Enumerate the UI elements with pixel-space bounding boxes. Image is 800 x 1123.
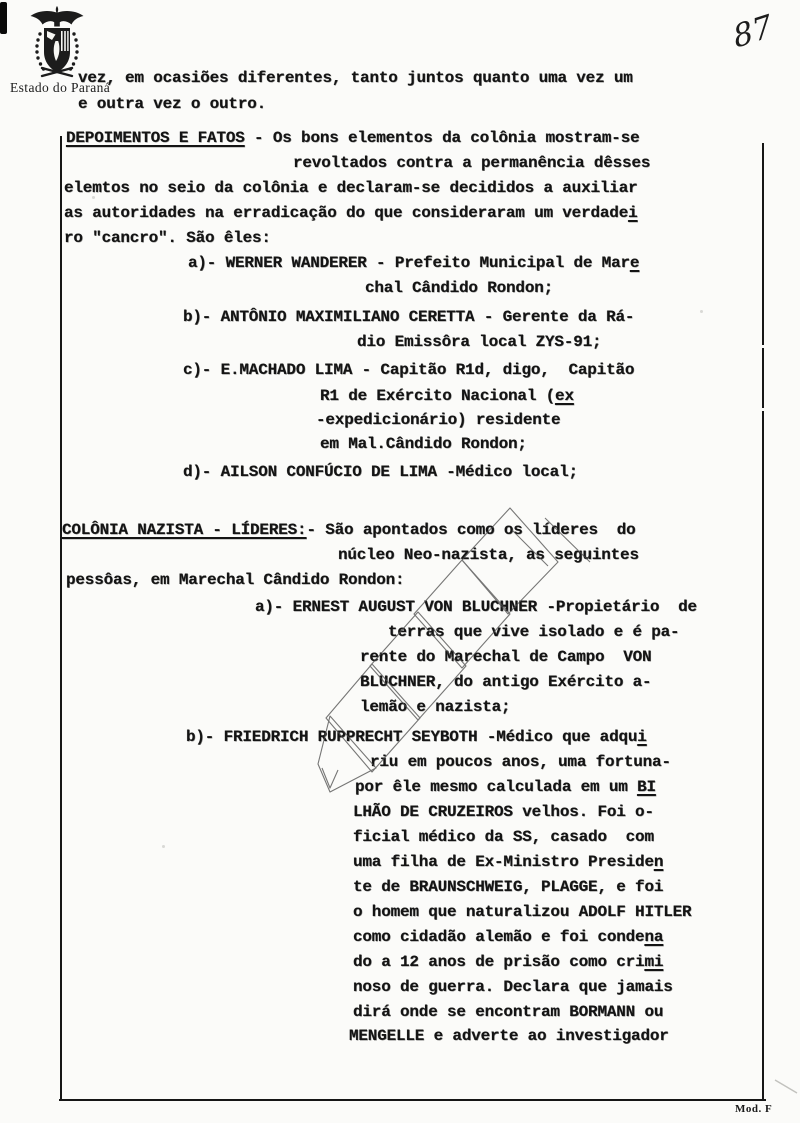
typed-line: vez, em ocasiões diferentes, tanto juntos quanto uma vez um	[78, 69, 633, 87]
typed-line: noso de guerra. Declara que jamais	[353, 978, 673, 996]
page-border-right	[762, 143, 764, 1101]
typed-line: riu em poucos anos, uma fortuna-	[370, 753, 671, 771]
page-border-bottom	[59, 1099, 766, 1101]
typed-line: núcleo Neo-nazista, as seguintes	[338, 546, 639, 564]
typed-line: dirá onde se encontram BORMANN ou	[353, 1003, 664, 1021]
typed-line: e outra vez o outro.	[78, 95, 267, 113]
paper-speck	[162, 845, 165, 848]
scan-streak-artifact	[0, 2, 7, 34]
typed-line: por êle mesmo calculada em um BI	[355, 778, 656, 796]
typed-line: MENGELLE e adverte ao investigador	[349, 1027, 669, 1045]
letterhead-agency-name: Estado do Paraná	[10, 80, 111, 95]
paper-speck	[92, 196, 95, 199]
border-scan-gap	[762, 345, 764, 348]
typed-line: BLUCHNER, do antigo Exército a-	[360, 673, 652, 691]
typed-line: b)- ANTÔNIO MAXIMILIANO CERETTA - Gerente da Rá-	[183, 308, 635, 326]
typed-line: elemtos no seio da colônia e declaram-se decididos a auxiliar	[64, 179, 638, 197]
typed-line: as autoridades na erradicação do que consideraram um verdadei	[64, 204, 638, 222]
typed-line: do a 12 anos de prisão como crimi	[353, 953, 664, 971]
border-scan-gap	[762, 408, 764, 411]
typed-line: chal Cândido Rondon;	[365, 279, 554, 297]
typed-line: b)- FRIEDRICH RUPPRECHT SEYBOTH -Médico que adqui	[186, 728, 647, 746]
form-model-label: Mod. F	[735, 1103, 773, 1115]
typed-line: lemão e nazista;	[360, 698, 511, 716]
paper-speck	[700, 310, 703, 313]
typed-line: como cidadão alemão e foi condena	[353, 928, 664, 946]
typed-line: ficial médico da SS, casado com	[353, 828, 654, 846]
typed-line: em Mal.Cândido Rondon;	[320, 435, 527, 453]
typed-line: d)- AILSON CONFÚCIO DE LIMA -Médico local;	[183, 463, 578, 481]
typed-line: o homem que naturalizou ADOLF HITLER	[353, 903, 692, 921]
typed-line: terras que vive isolado e é pa-	[388, 623, 680, 641]
typed-line: revoltados contra a permanência dêsses	[293, 154, 651, 172]
typed-line: -expedicionário) residente	[316, 411, 561, 429]
typed-line: uma filha de Ex-Ministro Presiden	[353, 853, 664, 871]
typed-line: ro "cancro". São êles:	[64, 229, 271, 247]
typed-line: pessôas, em Marechal Cândido Rondon:	[66, 571, 405, 589]
typed-line: DEPOIMENTOS E FATOS - Os bons elementos da colônia mostram-se	[66, 129, 640, 147]
page-border-left	[60, 136, 62, 1101]
typed-line: a)- ERNEST AUGUST VON BLUCHNER -Propietário de	[255, 598, 697, 616]
typed-line: rente do Marechal de Campo VON	[360, 648, 652, 666]
typed-line: dio Emissôra local ZYS-91;	[357, 333, 602, 351]
typed-line: R1 de Exército Nacional (ex	[320, 387, 574, 405]
typed-line: te de BRAUNSCHWEIG, PLAGGE, e foi	[353, 878, 664, 896]
typed-line: COLÔNIA NAZISTA - LÍDERES:- São apontados como os líderes do	[62, 521, 636, 539]
typed-line: c)- E.MACHADO LIMA - Capitão R1d, digo, Capitão	[183, 361, 635, 379]
typed-line: LHÃO DE CRUZEIROS velhos. Foi o-	[353, 803, 654, 821]
paper-speck	[505, 468, 508, 471]
typed-line: a)- WERNER WANDERER - Prefeito Municipal de Mare	[188, 254, 640, 272]
handwritten-page-number: 87	[730, 8, 776, 56]
